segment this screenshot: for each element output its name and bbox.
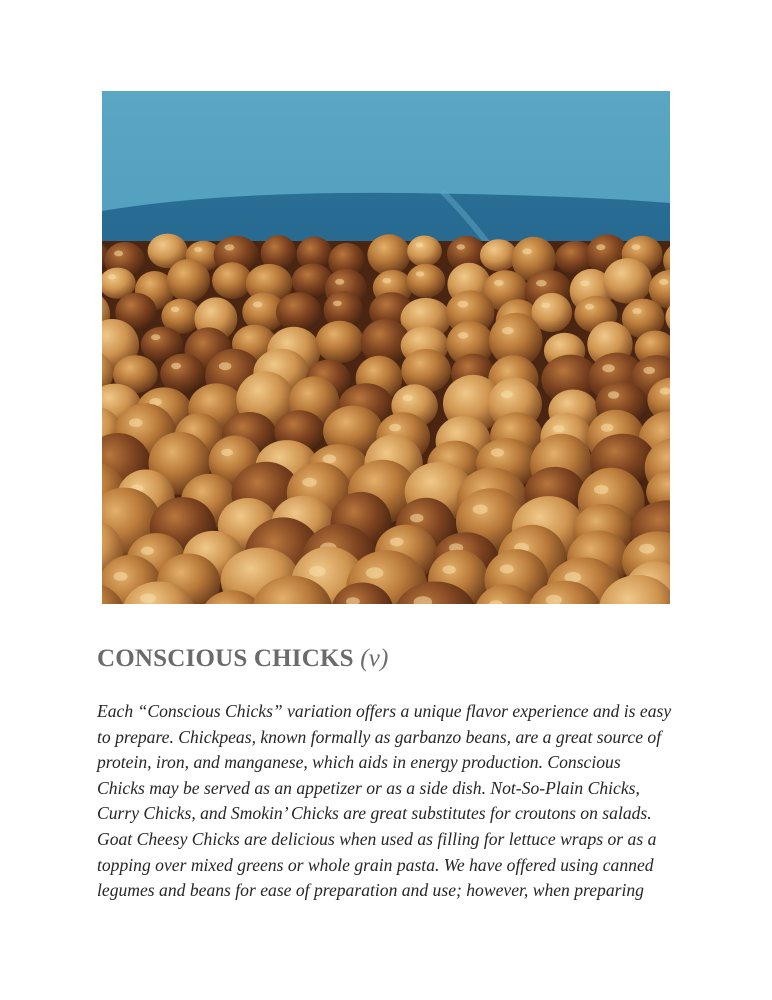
- chickpea-highlight: [141, 547, 154, 555]
- chickpea-highlight: [536, 280, 547, 287]
- chickpea: [276, 292, 321, 331]
- chickpea-highlight: [253, 302, 263, 308]
- chickpea-highlight: [390, 537, 404, 546]
- chickpea-highlight: [659, 279, 668, 285]
- chickpea-highlight: [456, 244, 465, 249]
- chickpea-highlight: [322, 454, 336, 463]
- chickpea-highlight: [333, 301, 342, 307]
- chickpea: [407, 236, 442, 267]
- description-line: Goat Cheesy Chicks are delicious when used as filling for lettuce wraps or as a: [97, 828, 657, 849]
- chickpea-highlight: [608, 391, 619, 398]
- description-line: Curry Chicks, and Smokin’ Chicks are great substitutes for croutons on salads.: [97, 803, 652, 824]
- chickpea-highlight: [416, 271, 425, 276]
- chickpea-highlight: [382, 278, 391, 284]
- chickpea-highlight: [491, 448, 504, 457]
- chickpea-highlight: [457, 301, 468, 308]
- vegan-tag: (v): [360, 645, 389, 672]
- chickpea-highlight: [221, 449, 233, 456]
- description-line: protein, iron, and manganese, which aids in energy production. Conscious: [97, 752, 621, 773]
- chickpea-highlight: [403, 395, 413, 401]
- chickpea-highlight: [140, 593, 156, 603]
- chickpea: [480, 239, 517, 271]
- chickpea-highlight: [129, 418, 143, 427]
- chickpea: [167, 259, 210, 302]
- chickpea-highlight: [366, 567, 384, 578]
- chickpea-highlight: [596, 244, 605, 250]
- chickpea-highlight: [602, 364, 615, 372]
- chickpea-highlight: [580, 280, 590, 286]
- chickpea-highlight: [108, 274, 116, 279]
- chickpea-highlight: [631, 244, 640, 250]
- chickpea-highlight: [473, 504, 488, 514]
- chickpea: [407, 264, 446, 298]
- recipe-title: [97, 641, 389, 677]
- description-line: Chicks may be served as an appetizer or as a side dish. Not-So-Plain Chicks,: [97, 777, 640, 798]
- chickpea-highlight: [553, 425, 564, 432]
- chickpea-highlight: [443, 565, 456, 574]
- chickpea-highlight: [643, 367, 655, 374]
- chickpea-highlight: [114, 251, 123, 257]
- chickpea-highlight: [541, 303, 550, 309]
- description-line: topping over mixed greens or whole grain pasta. We have offered using canned: [97, 854, 654, 875]
- chickpea-highlight: [594, 485, 609, 494]
- chickpea-highlight: [585, 304, 594, 310]
- description-line: Each “Conscious Chicks” variation offers a unique flavor experience and is easy: [97, 701, 672, 721]
- chickpea-highlight: [171, 307, 180, 312]
- chickpea-highlight: [416, 243, 424, 248]
- chickpea-highlight: [632, 308, 641, 314]
- chickpea-highlight: [639, 544, 655, 554]
- chickpea-highlight: [335, 279, 344, 285]
- chickpea-highlight: [501, 391, 513, 399]
- chickpea-highlight: [113, 572, 127, 581]
- chickpea: [603, 258, 652, 303]
- chickpea-highlight: [171, 363, 181, 369]
- chickpea-highlight: [458, 332, 468, 339]
- description-line: to prepare. Chickpeas, known formally as garbanzo beans, are a great source of: [97, 726, 662, 747]
- chickpea-highlight: [522, 248, 532, 254]
- recipe-description: [97, 699, 687, 904]
- chickpea-highlight: [389, 424, 401, 432]
- chickpea-highlight: [302, 478, 316, 487]
- chickpea-highlight: [500, 565, 514, 574]
- chickpeas-photo: [102, 91, 670, 604]
- chickpea: [316, 321, 364, 363]
- chickpea-highlight: [601, 424, 614, 432]
- chickpea-highlight: [224, 244, 234, 250]
- chickpea: [367, 234, 410, 275]
- chickpeas-image: [102, 91, 670, 604]
- chickpea-highlight: [502, 327, 514, 334]
- chickpea-highlight: [494, 280, 504, 286]
- recipe-title-text: CONSCIOUS CHICKS: [97, 645, 354, 672]
- chickpea-highlight: [410, 514, 423, 523]
- chickpea-highlight: [309, 566, 326, 577]
- chickpea-pile: [102, 234, 670, 604]
- chickpea-highlight: [151, 334, 160, 340]
- description-line: legumes and beans for ease of preparation and use; however, when preparing: [97, 880, 644, 901]
- chickpea-highlight: [219, 362, 232, 370]
- chickpea-highlight: [194, 247, 202, 252]
